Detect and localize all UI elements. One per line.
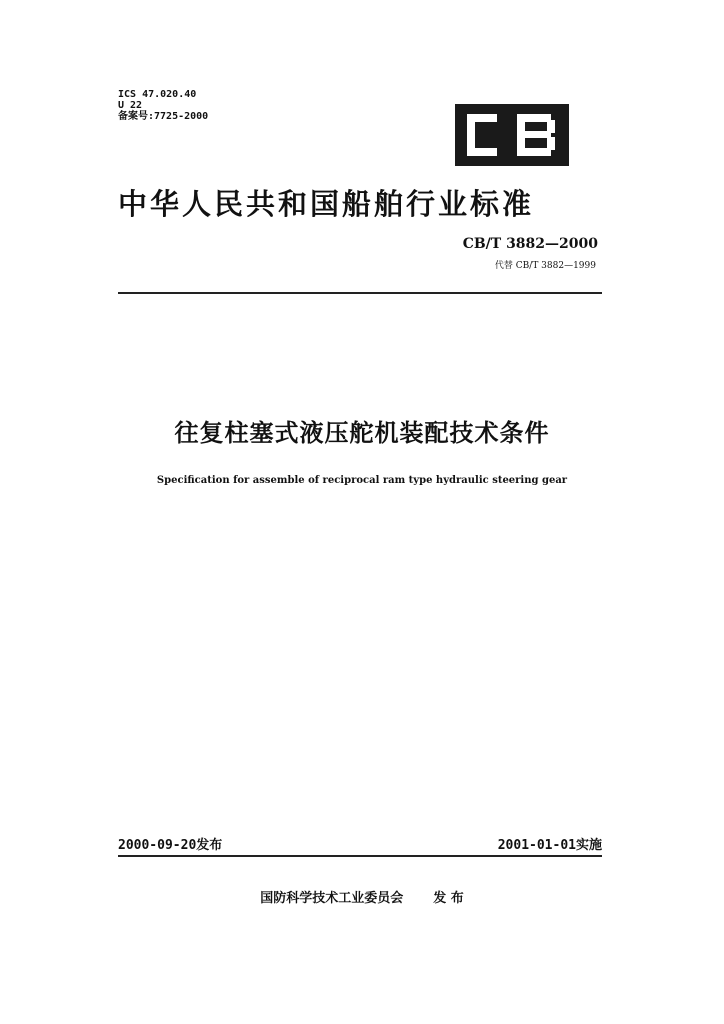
record-number: 备案号:7725-2000 — [118, 111, 209, 122]
issuing-authority: 国防科学技术工业委员会 — [260, 891, 404, 906]
class-code: U 22 — [118, 100, 143, 111]
document-subtitle-english: Specification for assemble of reciprocal ram type hydraulic steering gear — [156, 475, 568, 486]
ics-code: ICS 47.020.40 — [118, 89, 197, 100]
classification-block — [118, 89, 208, 122]
header-divider — [118, 292, 602, 294]
issue-date: 2000-09-20发布 — [118, 838, 223, 853]
issue-action: 发 布 — [433, 891, 464, 906]
issuer-line — [0, 887, 724, 906]
replaces-standard: 代替 CB/T 3882—1999 — [494, 261, 596, 271]
footer-divider — [118, 855, 602, 857]
industry-standard-title: 中华人民共和国船舶行业标准 — [118, 187, 535, 221]
cb-logo — [455, 104, 569, 166]
document-title: 往复柱塞式液压舵机装配技术条件 — [174, 419, 550, 447]
standard-code: CB/T 3882—2000 — [462, 236, 598, 252]
implementation-date: 2001-01-01实施 — [497, 838, 602, 853]
